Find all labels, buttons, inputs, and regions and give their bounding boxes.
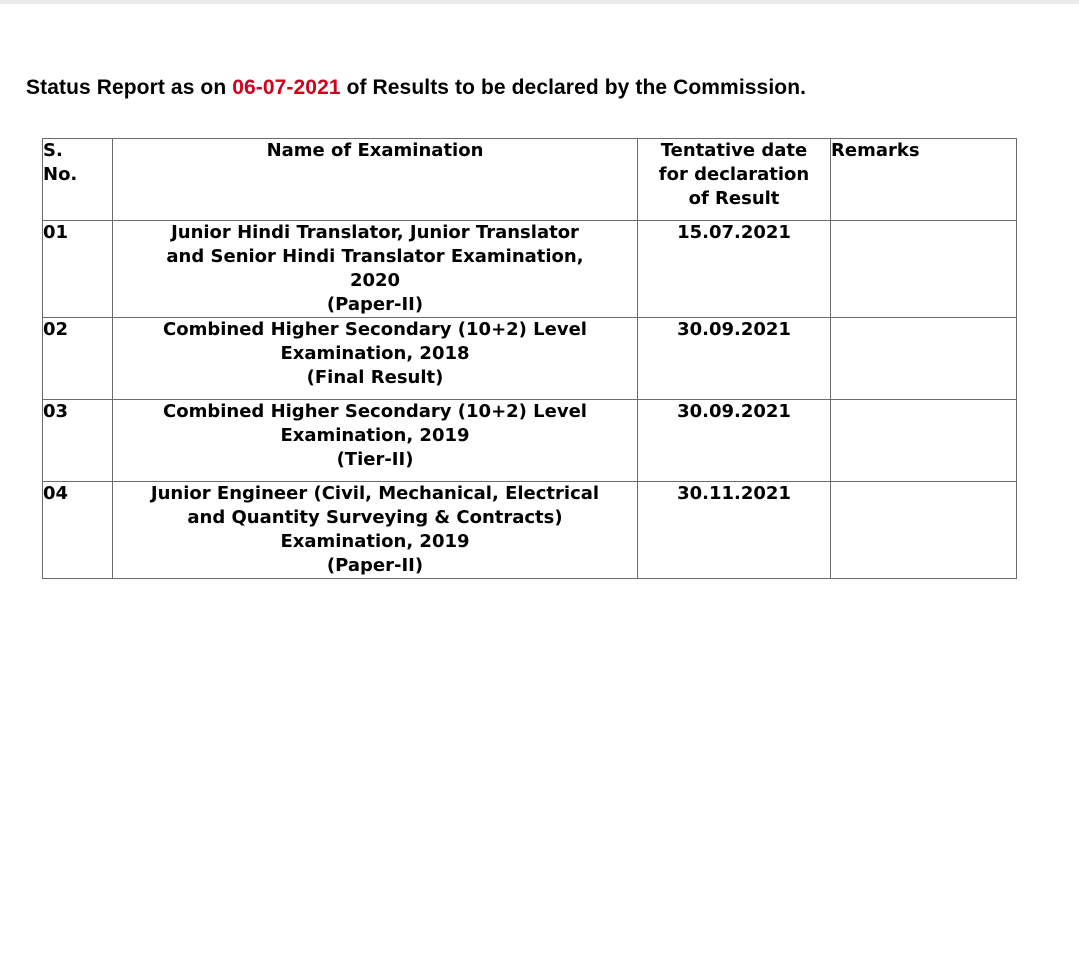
row-remarks [831,318,1017,400]
table-row [43,318,1017,400]
row-exam-name: Combined Higher Secondary (10+2) Level Examination, 2019 (Tier-II) [113,400,638,482]
row-sno: 04 [43,482,113,579]
heading-date: 06-07-2021 [232,76,341,99]
row-exam-name: Combined Higher Secondary (10+2) Level Examination, 2018 (Final Result) [113,318,638,400]
table-row [43,400,1017,482]
row-exam-name: Junior Hindi Translator, Junior Translator and Senior Hindi Translator Examination, 2020 (Paper-II) [113,221,638,318]
row-tentative-date: 30.09.2021 [638,400,831,482]
row-remarks [831,221,1017,318]
status-table [42,138,1017,579]
row-remarks [831,400,1017,482]
row-remarks [831,482,1017,579]
row-sno: 03 [43,400,113,482]
table-row [43,221,1017,318]
row-sno: 01 [43,221,113,318]
header-name: Name of Examination [113,139,638,221]
heading-suffix: of Results to be declared by the Commission. [346,76,807,99]
row-tentative-date: 30.11.2021 [638,482,831,579]
heading-prefix: Status Report as on [26,76,227,99]
top-edge-strip [0,0,1079,4]
row-tentative-date: 30.09.2021 [638,318,831,400]
table-row [43,482,1017,579]
row-tentative-date: 15.07.2021 [638,221,831,318]
row-sno: 02 [43,318,113,400]
header-remarks: Remarks [831,139,1017,221]
table-header-row [43,139,1017,221]
header-tentative-date: Tentative date for declaration of Result [638,139,831,221]
header-sno: S. No. [43,139,113,221]
report-heading [26,76,806,100]
row-exam-name: Junior Engineer (Civil, Mechanical, Electrical and Quantity Surveying & Contracts) Examination, 2019 (Paper-II) [113,482,638,579]
